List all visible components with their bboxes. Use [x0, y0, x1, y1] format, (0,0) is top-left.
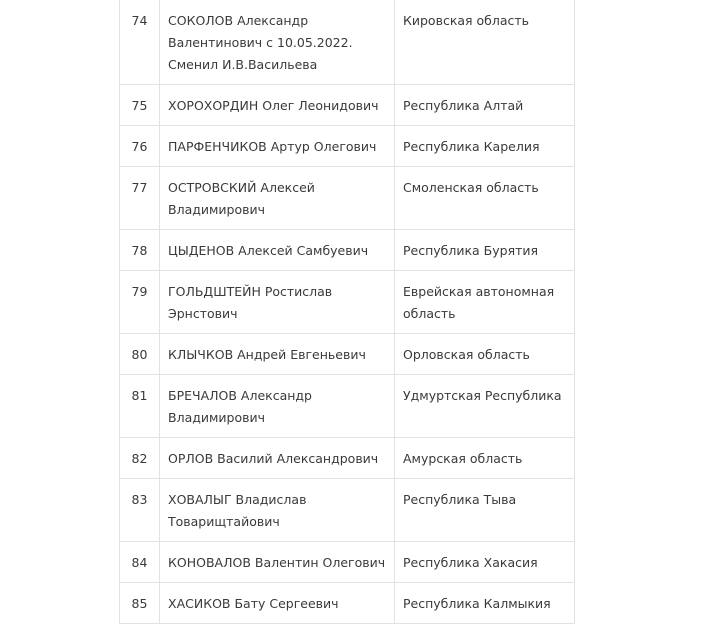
table-row [120, 479, 575, 542]
row-number: 84 [120, 542, 160, 583]
table-row [120, 334, 575, 375]
governor-name-line: Эрнстович [168, 306, 238, 321]
governor-name [160, 85, 395, 126]
region-name-line: Еврейская автономная [403, 284, 555, 299]
governor-name-line: СОКОЛОВ Александр [168, 13, 309, 28]
region-name [395, 167, 575, 230]
table-row [120, 375, 575, 438]
row-number: 81 [120, 375, 160, 438]
row-number: 77 [120, 167, 160, 230]
governor-name-line: КОНОВАЛОВ Валентин Олегович [168, 555, 386, 570]
governor-name-line: Валентинович с 10.05.2022. [168, 35, 353, 50]
region-name [395, 438, 575, 479]
governors-table [119, 0, 575, 624]
governor-name-line: БРЕЧАЛОВ Александр [168, 388, 312, 403]
region-name [395, 583, 575, 624]
row-number: 82 [120, 438, 160, 479]
table-row [120, 126, 575, 167]
region-name-line: Орловская область [403, 347, 530, 362]
region-name-line: Смоленская область [403, 180, 539, 195]
governor-name [160, 271, 395, 334]
region-name [395, 126, 575, 167]
table-row [120, 85, 575, 126]
table-row [120, 438, 575, 479]
governor-name [160, 438, 395, 479]
region-name [395, 375, 575, 438]
governor-name-line: Сменил И.В.Васильева [168, 57, 318, 72]
governor-name-line: Товарищтайович [168, 514, 280, 529]
region-name-line: Республика Карелия [403, 139, 540, 154]
region-name [395, 0, 575, 85]
row-number: 83 [120, 479, 160, 542]
table-row [120, 167, 575, 230]
region-name [395, 334, 575, 375]
governor-name [160, 479, 395, 542]
row-number: 80 [120, 334, 160, 375]
governor-name-line: ХАСИКОВ Бату Сергеевич [168, 596, 339, 611]
governor-name-line: ПАРФЕНЧИКОВ Артур Олегович [168, 139, 377, 154]
governor-name-line: ХОРОХОРДИН Олег Леонидович [168, 98, 379, 113]
row-number: 85 [120, 583, 160, 624]
governor-name [160, 0, 395, 85]
region-name [395, 271, 575, 334]
row-number: 79 [120, 271, 160, 334]
table-row [120, 271, 575, 334]
governor-name [160, 334, 395, 375]
table-row [120, 0, 575, 85]
governor-name-line: ЦЫДЕНОВ Алексей Самбуевич [168, 243, 369, 258]
governor-name [160, 583, 395, 624]
governor-name-line: Владимирович [168, 202, 266, 217]
region-name-line: область [403, 306, 456, 321]
region-name-line: Республика Хакасия [403, 555, 538, 570]
region-name [395, 230, 575, 271]
region-name-line: Республика Калмыкия [403, 596, 551, 611]
governor-name-line: ОСТРОВСКИЙ Алексей [168, 180, 315, 195]
governor-name-line: ОРЛОВ Василий Александрович [168, 451, 379, 466]
table-row [120, 542, 575, 583]
governor-name-line: ХОВАЛЫГ Владислав [168, 492, 307, 507]
region-name [395, 542, 575, 583]
table-row [120, 583, 575, 624]
row-number: 78 [120, 230, 160, 271]
governor-name-line: Владимирович [168, 410, 266, 425]
region-name [395, 479, 575, 542]
region-name-line: Удмуртская Республика [403, 388, 562, 403]
region-name-line: Амурская область [403, 451, 523, 466]
table-row [120, 230, 575, 271]
region-name [395, 85, 575, 126]
row-number: 75 [120, 85, 160, 126]
row-number: 76 [120, 126, 160, 167]
governor-name-line: КЛЫЧКОВ Андрей Евгеньевич [168, 347, 366, 362]
governor-name [160, 230, 395, 271]
region-name-line: Республика Тыва [403, 492, 517, 507]
row-number: 74 [120, 0, 160, 85]
governor-name [160, 167, 395, 230]
governor-name [160, 542, 395, 583]
region-name-line: Республика Бурятия [403, 243, 539, 258]
governors-table-body [120, 0, 575, 624]
governor-name [160, 375, 395, 438]
governor-name-line: ГОЛЬДШТЕЙН Ростислав [168, 284, 333, 299]
region-name-line: Республика Алтай [403, 98, 524, 113]
region-name-line: Кировская область [403, 13, 530, 28]
governor-name [160, 126, 395, 167]
